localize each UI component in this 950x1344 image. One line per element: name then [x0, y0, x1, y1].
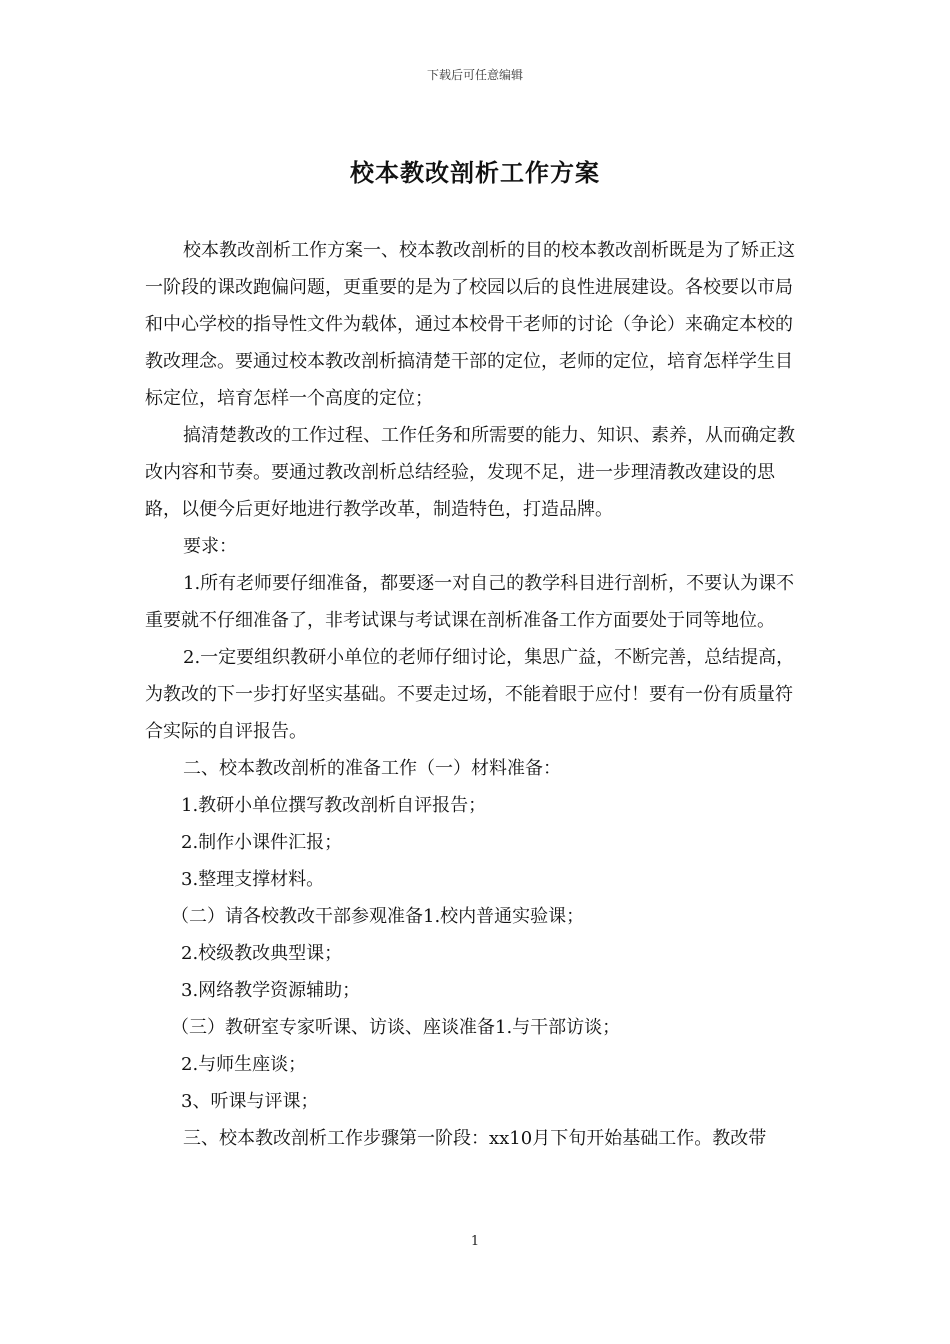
paragraph-intro: 校本教改剖析工作方案一、校本教改剖析的目的校本教改剖析既是为了矫正这一阶段的课改跑偏问题，更重要的是为了校园以后的良性进展建设。各校要以市局和中心学校的指导性文件为载体，通过本校骨干老师的讨论（争论）来确定本校的教改理念。要通过校本教改剖析搞清楚干部的定位，老师的定位，培育怎样学生目标定位，培育怎样一个高度的定位； [145, 240, 795, 409]
material-item-1: 1.教研小单位撰写教改剖析自评报告； [181, 795, 487, 816]
section-two-heading: 二、校本教改剖析的准备工作（一）材料准备： [183, 758, 561, 779]
page-header-note: 下载后可任意编辑 [426, 68, 523, 82]
paragraph-requirements-heading: 要求： [183, 536, 237, 557]
visit-prep-heading: （二）请各校教改干部参观准备1.校内普通实验课； [171, 906, 585, 927]
expert-item-3: 3、听课与评课； [181, 1091, 319, 1112]
requirement-item-2: 2.一定要组织教研小单位的老师仔细讨论，集思广益，不断完善，总结提高，为教改的下一步打好坚实基础。不要走过场，不能着眼于应付！要有一份有质量符合实际的自评报告。 [145, 647, 795, 742]
requirement-item-1: 1.所有老师要仔细准备，都要逐一对自己的教学科目进行剖析，不要认为课不重要就不仔细准备了，非考试课与考试课在剖析准备工作方面要处于同等地位。 [145, 573, 795, 631]
material-item-2: 2.制作小课件汇报； [181, 832, 343, 853]
document-body [145, 232, 807, 1157]
visit-item-2: 2.校级教改典型课； [181, 943, 343, 964]
expert-item-2: 2.与师生座谈； [181, 1054, 307, 1075]
visit-item-3: 3.网络教学资源辅助； [181, 980, 361, 1001]
expert-prep-heading: （三）教研室专家听课、访谈、座谈准备1.与干部访谈； [171, 1017, 621, 1038]
document-title: 校本教改剖析工作方案 [350, 159, 600, 187]
material-item-3: 3.整理支撑材料。 [181, 869, 325, 890]
paragraph-work-process: 搞清楚教改的工作过程、工作任务和所需要的能力、知识、素养，从而确定教改内容和节奏。要通过教改剖析总结经验，发现不足，进一步理清教改建设的思路，以便今后更好地进行教学改革，制造特色，打造品牌。 [145, 425, 795, 520]
page-number: 1 [470, 1234, 480, 1249]
section-three-heading: 三、校本教改剖析工作步骤第一阶段：xx10月下旬开始基础工作。教改带 [183, 1128, 767, 1149]
